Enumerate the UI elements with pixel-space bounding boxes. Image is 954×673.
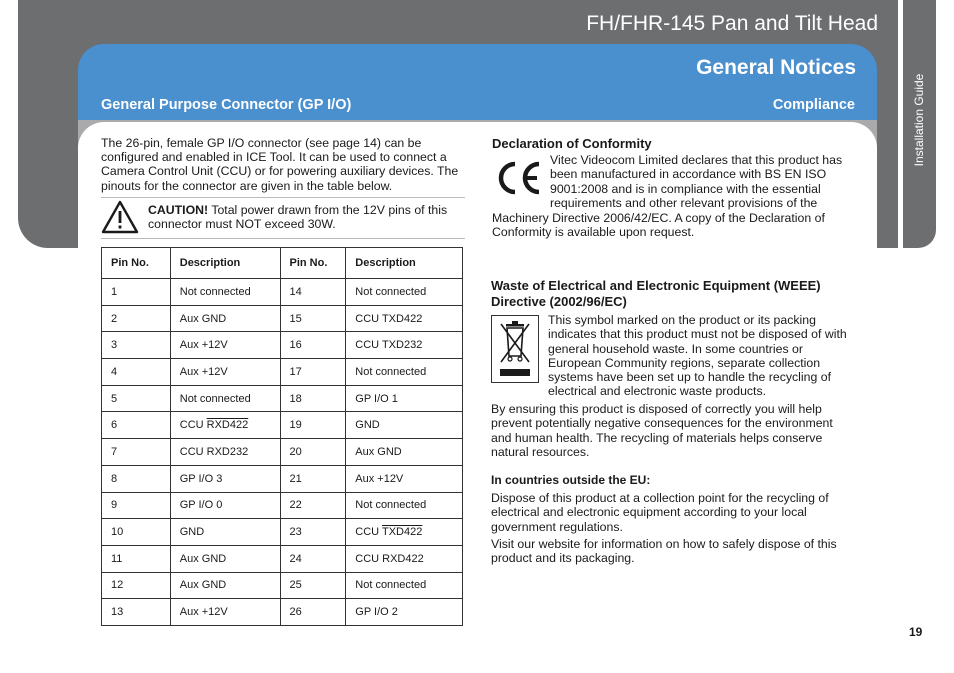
pin-description-cell: Aux +12V	[170, 599, 280, 626]
weee-text: This symbol marked on the product or its packing indicates that this product must not be disposed of with general household waste. In some countries or European Community regions, separate collection systems have been set up to handle the recycling of electrical and electronic waste products.	[548, 313, 847, 399]
pin-number-cell: 23	[280, 519, 346, 546]
visit-text: Visit our website for information on how to safely dispose of this product and its packaging.	[491, 537, 837, 566]
pinout-table	[101, 247, 463, 626]
pin-number-cell: 21	[280, 465, 346, 492]
pin-description-cell: Aux +12V	[346, 465, 463, 492]
pin-number-cell: 5	[102, 385, 171, 412]
pin-number-cell: 2	[102, 305, 171, 332]
weee-text-2: By ensuring this product is disposed of correctly you will help prevent potentially negative consequences for the environment and human health. The recycling of materials helps conserve natural resources.	[491, 402, 833, 459]
caution-box	[101, 197, 465, 239]
pin-number-cell: 14	[280, 279, 346, 306]
pin-number-cell: 26	[280, 599, 346, 626]
table-row	[102, 572, 463, 599]
pin-description-cell: CCU RXD422	[346, 545, 463, 572]
pin-number-cell: 6	[102, 412, 171, 439]
table-row	[102, 359, 463, 386]
pin-description-cell: CCU TXD422	[346, 519, 463, 546]
pin-number-cell: 13	[102, 599, 171, 626]
table-row	[102, 465, 463, 492]
table-header-row	[102, 248, 463, 279]
pin-number-cell: 20	[280, 439, 346, 466]
pin-number-cell: 11	[102, 545, 171, 572]
doc-text: Vitec Videocom Limited declares that this product has been manufactured in accordance with BS EN ISO 9001:2008 and is in compliance with the essential requirements and other relevant provisions of the	[550, 153, 843, 210]
pin-number-cell: 10	[102, 519, 171, 546]
table-row	[102, 412, 463, 439]
header-pin-no: Pin No.	[280, 248, 346, 279]
pin-description-cell: Not connected	[170, 385, 280, 412]
pin-number-cell: 15	[280, 305, 346, 332]
pin-description-cell: Not connected	[346, 359, 463, 386]
pin-number-cell: 19	[280, 412, 346, 439]
pin-description-cell: CCU TXD422	[346, 305, 463, 332]
pin-number-cell: 1	[102, 279, 171, 306]
gp-io-intro: The 26-pin, female GP I/O connector (see page 14) can be configured and enabled in ICE Tool. It can be used to connect a Camera Control Unit (CCU) or for powering auxiliary devices. The pinouts for the connector are given in the table below.	[101, 136, 459, 193]
outside-eu-heading: In countries outside the EU:	[491, 473, 651, 487]
table-row	[102, 439, 463, 466]
compliance-heading: Compliance	[772, 97, 855, 113]
pin-number-cell: 18	[280, 385, 346, 412]
pin-description-cell: CCU RXD422	[170, 412, 280, 439]
pin-description-cell: Aux GND	[170, 572, 280, 599]
header-description: Description	[170, 248, 280, 279]
pin-description-cell: CCU RXD232	[170, 439, 280, 466]
pin-description-cell: Not connected	[170, 279, 280, 306]
pin-description-cell: GND	[170, 519, 280, 546]
pin-description-cell: Aux +12V	[170, 359, 280, 386]
pin-number-cell: 25	[280, 572, 346, 599]
table-row	[102, 385, 463, 412]
pin-number-cell: 9	[102, 492, 171, 519]
table-row	[102, 279, 463, 306]
caution-text	[148, 203, 466, 231]
ce-mark-icon	[493, 160, 543, 196]
pin-description-cell: GP I/O 0	[170, 492, 280, 519]
pin-number-cell: 12	[102, 572, 171, 599]
crossed-bin-icon	[492, 316, 538, 382]
caution-message: Total power drawn from the 12V pins of this connector must NOT exceed 30W.	[148, 203, 448, 232]
pin-description-cell: GP I/O 2	[346, 599, 463, 626]
pin-number-cell: 4	[102, 359, 171, 386]
table-row	[102, 492, 463, 519]
warning-icon	[101, 200, 139, 234]
page-number: 19	[909, 625, 923, 639]
table-row	[102, 305, 463, 332]
pin-description-cell: Not connected	[346, 572, 463, 599]
pin-number-cell: 3	[102, 332, 171, 359]
pin-number-cell: 22	[280, 492, 346, 519]
table-row	[102, 545, 463, 572]
outside-eu-text: Dispose of this product at a collection point for the recycling of electrical and electronic equipment according to your local government regulations.	[491, 491, 829, 534]
side-label: Installation Guide	[912, 73, 926, 167]
pin-description-cell: Not connected	[346, 279, 463, 306]
weee-heading: Waste of Electrical and Electronic Equipment (WEEE) Directive (2002/96/EC)	[491, 278, 821, 309]
pin-description-cell: GP I/O 3	[170, 465, 280, 492]
table-row	[102, 599, 463, 626]
gp-io-heading: General Purpose Connector (GP I/O)	[101, 97, 352, 113]
pin-number-cell: 16	[280, 332, 346, 359]
section-title: General Notices	[696, 56, 856, 79]
pin-description-cell: GND	[346, 412, 463, 439]
pin-description-cell: Aux GND	[170, 545, 280, 572]
pin-description-cell: GP I/O 1	[346, 385, 463, 412]
pin-description-cell: CCU TXD232	[346, 332, 463, 359]
table-row	[102, 519, 463, 546]
doc-text-continued: Machinery Directive 2006/42/EC. A copy of the Declaration of Conformity is available upon request.	[492, 211, 825, 240]
caution-label: CAUTION!	[148, 203, 209, 217]
pin-description-cell: Not connected	[346, 492, 463, 519]
pin-number-cell: 24	[280, 545, 346, 572]
header-pin-no: Pin No.	[102, 248, 171, 279]
pin-description-cell: Aux GND	[170, 305, 280, 332]
pin-number-cell: 17	[280, 359, 346, 386]
table-row	[102, 332, 463, 359]
header-description: Description	[346, 248, 463, 279]
weee-symbol	[491, 315, 539, 383]
pin-description-cell: Aux GND	[346, 439, 463, 466]
document-title: FH/FHR-145 Pan and Tilt Head	[586, 12, 878, 35]
pin-number-cell: 7	[102, 439, 171, 466]
pin-description-cell: Aux +12V	[170, 332, 280, 359]
pin-number-cell: 8	[102, 465, 171, 492]
doc-heading: Declaration of Conformity	[492, 136, 652, 151]
